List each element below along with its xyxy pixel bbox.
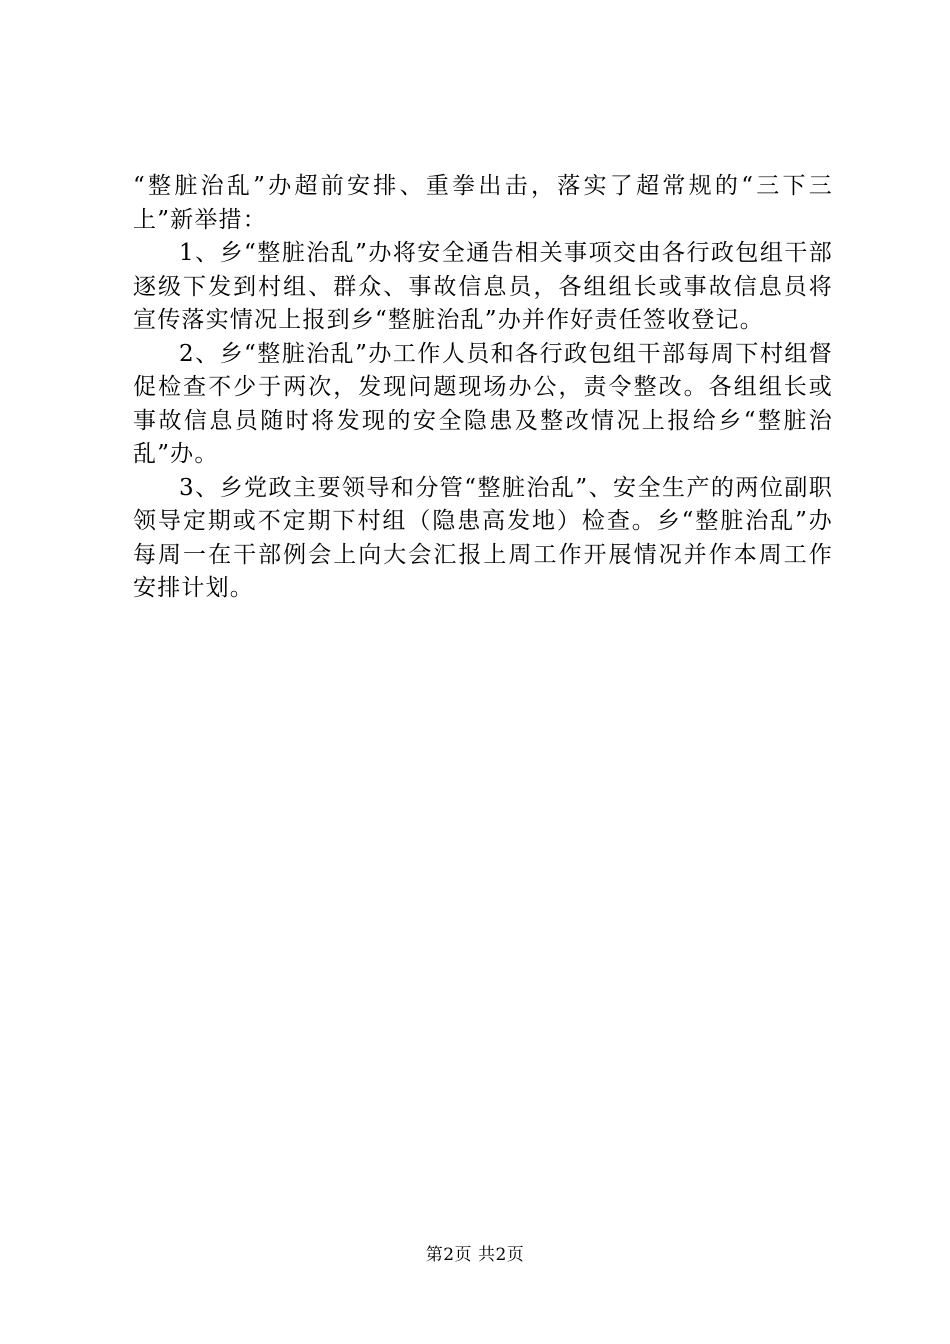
measure-paragraph-1: 1、乡“整脏治乱”办将安全通告相关事项交由各行政包组干部逐级下发到村组、群众、事故信息员，各组组长或事故信息员将宣传落实情况上报到乡“整脏治乱”办并作好责任签收登记。 (133, 240, 833, 333)
measure-paragraph-3: 3、乡党政主要领导和分管“整脏治乱”、安全生产的两位副职领导定期或不定期下村组（隐患高发地）检查。乡“整脏治乱”办每周一在干部例会上向大会汇报上周工作开展情况并作本周工作安排计划。 (133, 474, 833, 601)
page-footer: 第2页 共2页 (425, 1245, 525, 1265)
measure-paragraph-2: 2、乡“整脏治乱”办工作人员和各行政包组干部每周下村组督促检查不少于两次，发现问题现场办公，责令整改。各组组长或事故信息员随时将发现的安全隐患及整改情况上报给乡“整脏治乱”办。 (133, 340, 833, 467)
document-body (133, 170, 833, 606)
intro-paragraph: “整脏治乱”办超前安排、重拳出击，落实了超常规的“三下三上”新举措： (133, 173, 833, 233)
